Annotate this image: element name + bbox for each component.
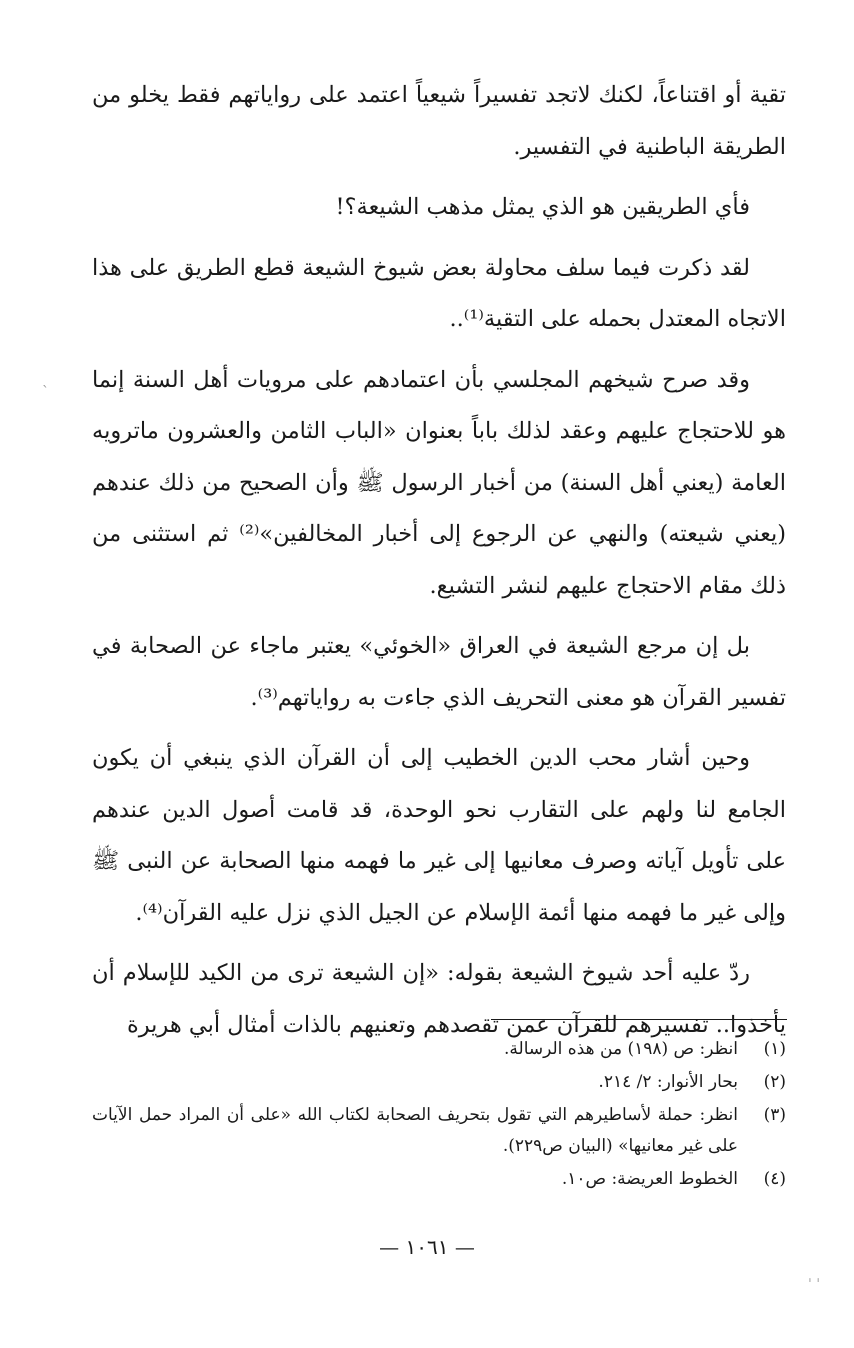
footnote-text: انظر: حملة لأساطيرهم التي تقول بتحريف الصحابة لكتاب الله «على أن المراد حمل الآيات على غير معانيها» (البيان ص٢٢٩).	[92, 1105, 738, 1156]
paragraph-5: بل إن مرجع الشيعة في العراق «الخوئي» يعتبر ماجاء عن الصحابة في تفسير القرآن هو معنى التحريف الذي جاءت به رواياتهم⁽³⁾.	[92, 633, 786, 711]
margin-tick-mark: ˎ	[42, 372, 49, 388]
paragraph-2: فأي الطريقين هو الذي يمثل مذهب الشيعة؟!	[335, 194, 750, 220]
paragraph-7: ردّ عليه أحد شيوخ الشيعة بقوله: «إن الشيعة ترى من الكيد للإسلام أن يأخذوا.. تفسيرهم للقرآن عمن تقصدهم وتعنيهم بالذات أمثال أبي هريرة	[92, 960, 786, 1038]
footnote-2	[92, 1067, 786, 1098]
paragraph-3: لقد ذكرت فيما سلف محاولة بعض شيوخ الشيعة قطع الطريق على هذا الاتجاه المعتدل بحمله على التقية⁽¹⁾..	[92, 254, 786, 332]
footnote-text: انظر: ص (١٩٨) من هذه الرسالة.	[504, 1039, 738, 1059]
page-number: — ١٠٦١ —	[379, 1235, 475, 1259]
footnote-number: (٤)	[763, 1169, 786, 1189]
paragraph-6: وحين أشار محب الدين الخطيب إلى أن القرآن الذي ينبغي أن يكون الجامع لنا ولهم على التقارب نحو الوحدة، قد قامت أصول الدين عندهم على تأويل آياته وصرف معانيها إلى غير ما فهمه منها الصحابة عن النبى ﷺ وإلى غير ما فهمه منها أئمة الإسلام عن الجيل الذي نزل عليه القرآن⁽⁴⁾.	[92, 745, 786, 926]
main-text	[92, 70, 786, 1060]
footnote-1	[92, 1034, 786, 1065]
footnote-number: (١)	[763, 1039, 786, 1059]
footnote-separator	[491, 1019, 787, 1020]
paragraph-4: وقد صرح شيخهم المجلسي بأن اعتمادهم على مرويات أهل السنة إنما هو للاحتجاج عليهم وعقد لذلك باباً بعنوان «الباب الثامن والعشرون ماترويه العامة (يعني أهل السنة) من أخبار الرسول ﷺ وأن الصحيح من ذلك عندهم (يعني شيعته) والنهي عن الرجوع إلى أخبار المخالفين»⁽²⁾ ثم استثنى من ذلك مقام الاحتجاج عليهم لنشر التشيع.	[92, 366, 786, 599]
footnote-number: (٢)	[763, 1072, 786, 1092]
margin-scratch-mark: ˌ ˌ	[808, 1268, 821, 1284]
footnote-text: الخطوط العريضة: ص١٠.	[561, 1169, 738, 1189]
footnote-number: (٣)	[763, 1105, 786, 1125]
footnote-4	[92, 1164, 786, 1195]
footnotes	[92, 1034, 786, 1197]
paragraph-1: تقية أو اقتناعاً، لكنك لاتجد تفسيراً شيعياً اعتمد على رواياتهم فقط يخلو من الطريقة الباطنية في التفسير.	[92, 82, 786, 160]
footnote-3	[92, 1100, 786, 1162]
footnote-text: بحار الأنوار: ٢/ ٢١٤.	[598, 1072, 738, 1092]
